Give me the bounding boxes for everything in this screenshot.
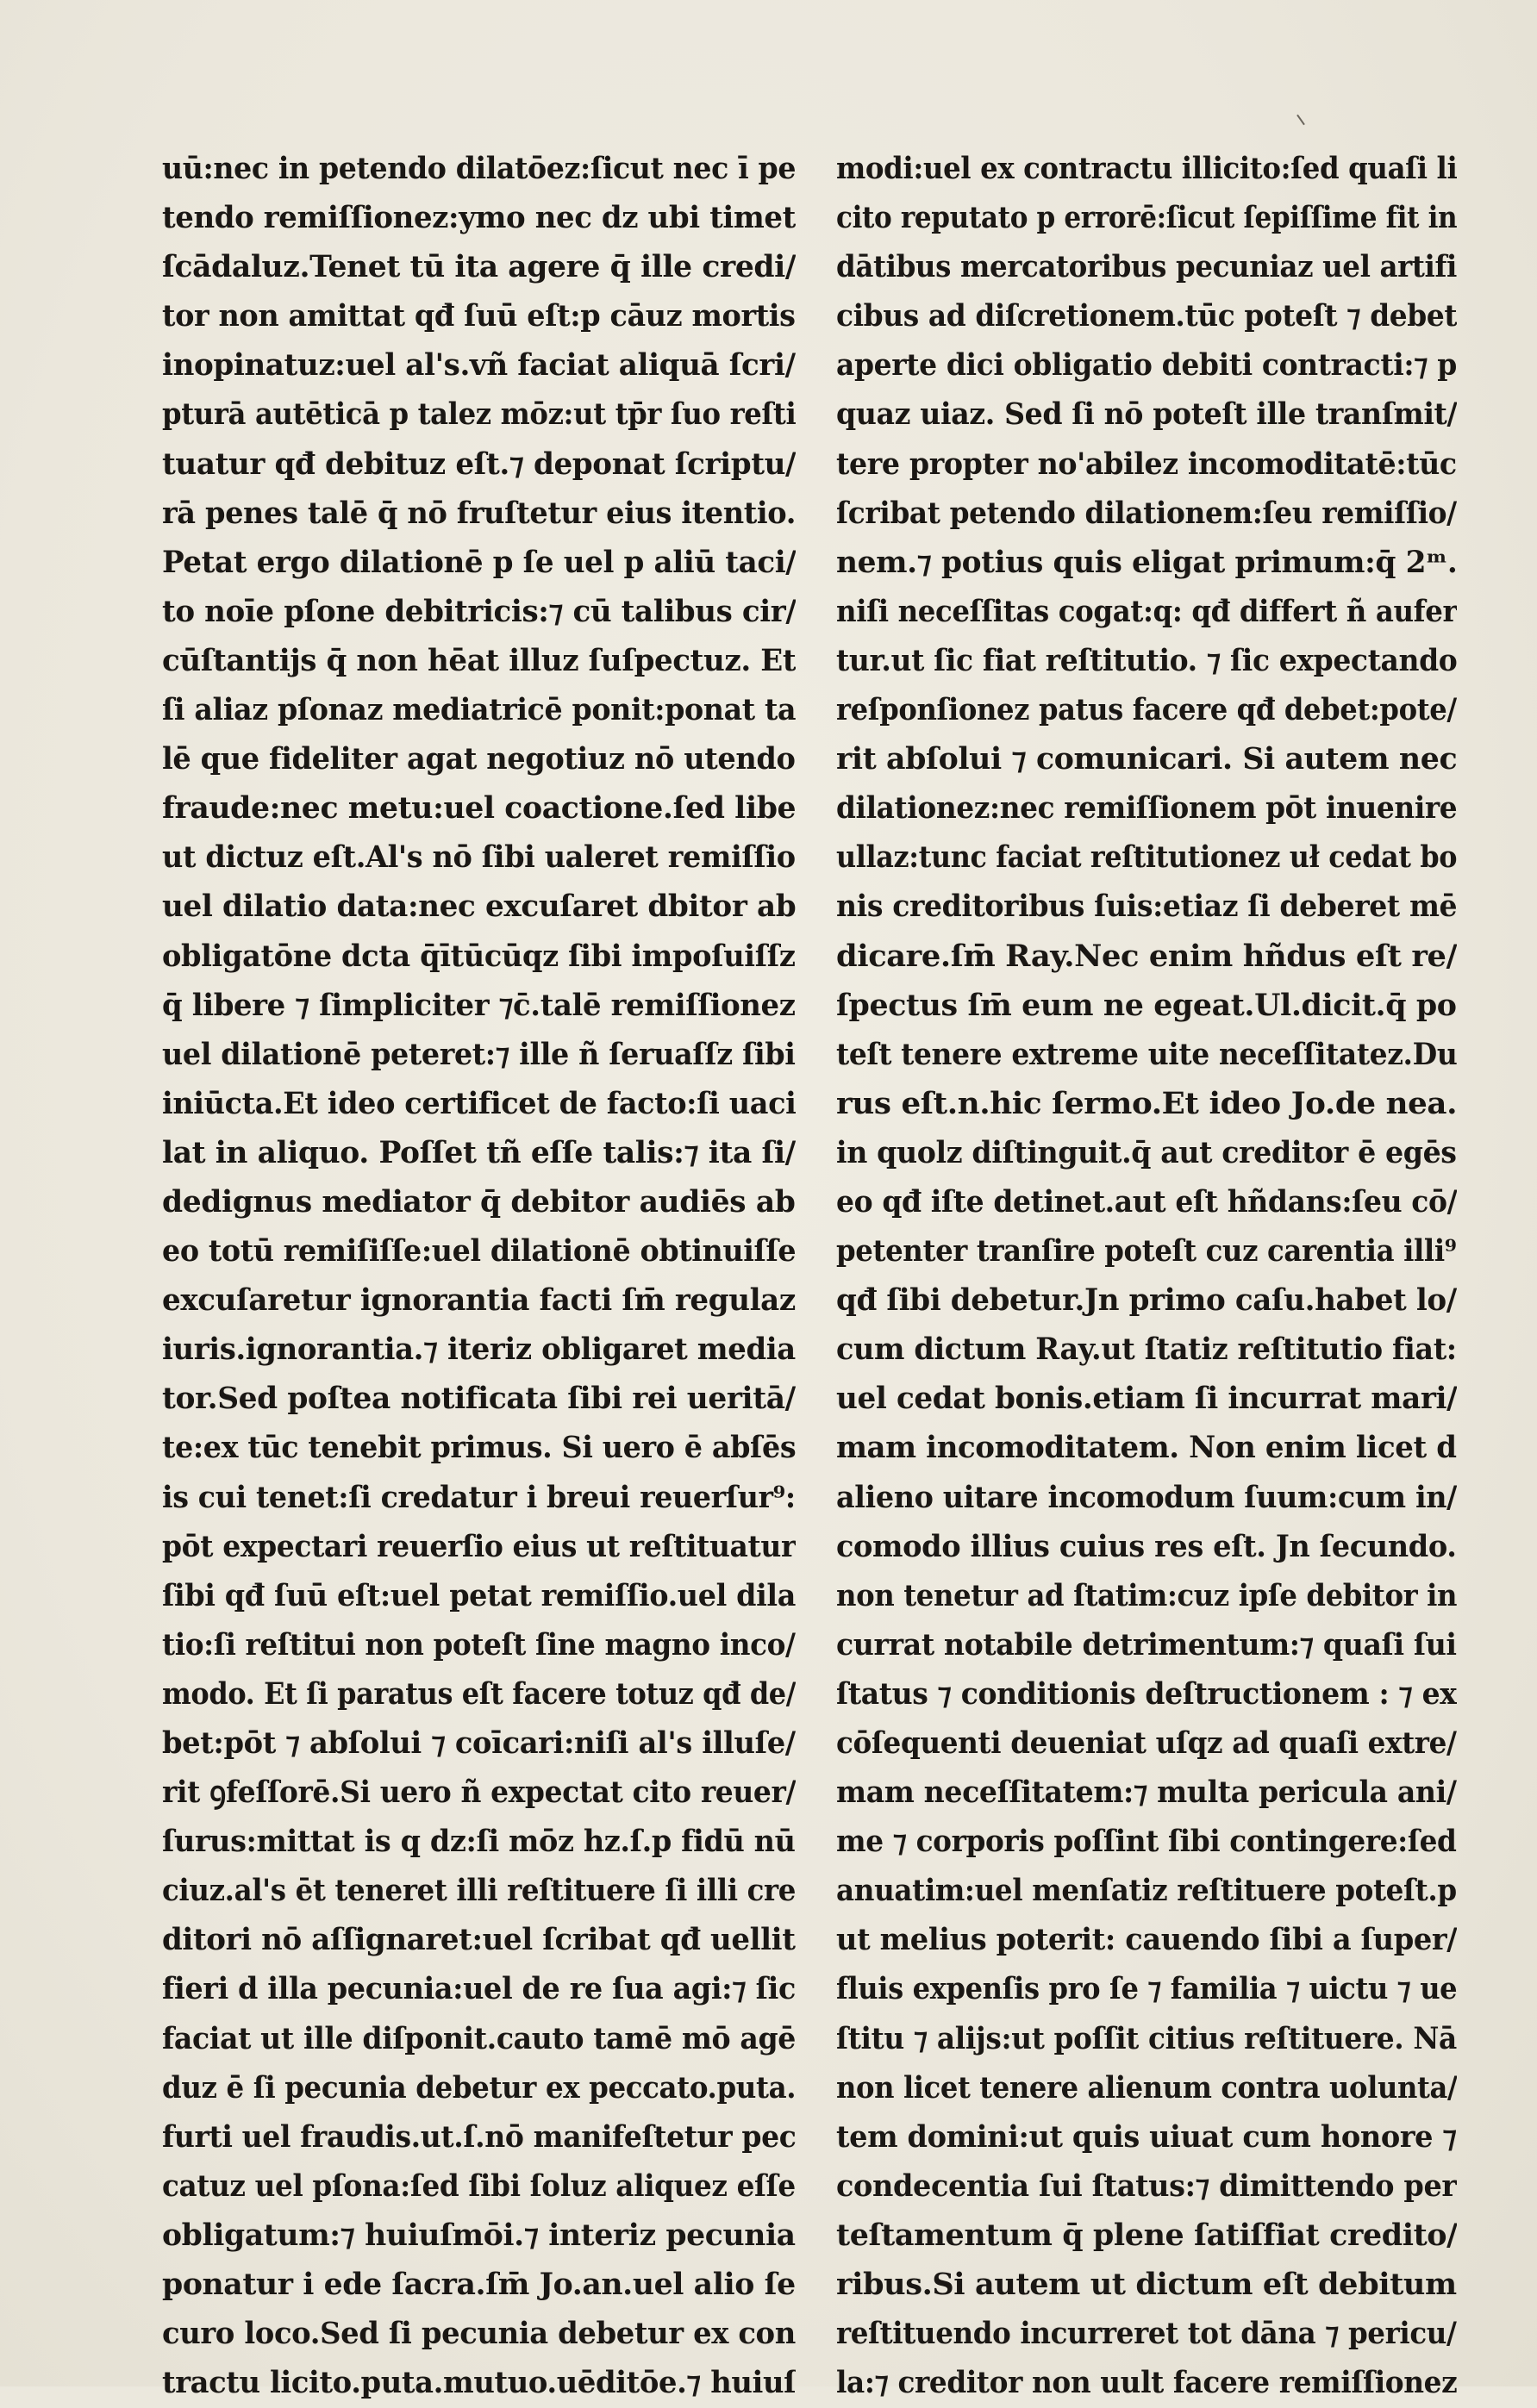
text-line: comodo illius cuius res eſt. Jn ſecundo. [836, 1529, 1457, 1564]
text-line: teſt tenere extreme uite neceſſitatez.Du [836, 1037, 1457, 1072]
stray-ink-mark [1296, 115, 1305, 126]
text-line: eo qđ iſte detinet.aut eſt hñdans:ſeu cō/ [836, 1184, 1457, 1220]
text-line: eo totū remiſiſſe:uel dilationē obtinuiſſe [162, 1234, 796, 1270]
text-line: furti uel fraudis.ut.ſ.nō manifeſtetur pec [162, 2119, 796, 2155]
text-line: pōt expectari reuerſio eius ut reſtituatur [162, 1529, 796, 1564]
text-line: rit abſolui ⁊ comunicari. Si autem nec [836, 742, 1457, 777]
text-line: petenter tranſire poteſt cuz carentia illi⁹ [836, 1234, 1457, 1270]
text-line: niſi neceſſitas cogat:q: qđ differt ñ aufer [836, 594, 1457, 629]
left-text-column [162, 145, 796, 2408]
text-line: tendo remiſſionez:ymo nec dz ubi timet [162, 201, 796, 236]
text-line: cum dictum Ray.ut ſtatiz reſtitutio fiat: [836, 1332, 1457, 1368]
text-line: quaz uiaz. Sed ſi nō poteſt ille tranſmit/ [836, 397, 1457, 433]
text-line: modi:uel ex contractu illicito:ſed quaſi li [836, 152, 1457, 186]
text-line: te:ex tūc tenebit primus. Si uero ē abſēs [162, 1431, 796, 1466]
text-line: reſponſionez patus facere qđ debet:pote/ [836, 693, 1457, 728]
text-line: lat in aliquo. Poſſet tñ eſſe talis:⁊ ita ſi/ [162, 1135, 796, 1170]
text-line: pturā autēticā p talez mōz:ut tp̄r ſuo reſti [162, 397, 796, 433]
text-line: nem.⁊ potius quis eligat primum:q̄ 2ᵐ. [836, 545, 1457, 580]
text-line: fraude:nec metu:uel coactione.ſed libe [162, 791, 796, 827]
text-line: non tenetur ad ſtatim:cuz ipſe debitor in [836, 1578, 1457, 1613]
text-line: ut dictuz eſt.Al's nō ſibi ualeret remiſſio [162, 840, 796, 876]
text-line: uel dilatio data:nec excuſaret dbitor ab [162, 889, 796, 925]
text-line: cito reputato p errorē:ſicut ſepiſſime fit in [836, 201, 1457, 236]
text-line: obligatōne dcta q̄ītūcūqz ſibi impoſuiſſz [162, 939, 796, 974]
text-line: ciuz.al's ēt teneret illi reſtituere ſi illi cre [162, 1874, 796, 1909]
text-line: tere propter no'abilez incomoditatē:tūc [836, 446, 1457, 482]
text-line: tor non amittat qđ ſuū eſt:p cāuz mortis [162, 299, 796, 334]
text-line: ſtitu ⁊ alijs:ut poſſit citius reſtituere. Nā [836, 2021, 1457, 2056]
text-line: excuſaretur ignorantia facti ſm̄ regulaz [162, 1283, 796, 1319]
text-line: currat notabile detrimentum:⁊ quaſi ſui [836, 1627, 1457, 1663]
text-line: rus eſt.n.hic ſermo.Et ideo Jo.de nea. [836, 1086, 1457, 1121]
text-line: obligatum:⁊ huiuſmōi.⁊ interiz pecunia [162, 2218, 796, 2253]
text-line: ribus.Si autem ut dictum eſt debitum [836, 2268, 1457, 2303]
text-line: ſurus:mittat is q dz:ſi mōz hz.ſ.p fidū nū [162, 1825, 796, 1860]
text-line: tur.ut ſic fiat reſtitutio. ⁊ ſic expectando [836, 643, 1457, 678]
text-line: duz ē ſi pecunia debetur ex peccato.puta. [162, 2070, 796, 2105]
text-line: ditori nō aſſignaret:uel ſcribat qđ uellit [162, 1923, 796, 1958]
text-line: teſtamentum q̄ plene ſatiſfiat credito/ [836, 2218, 1457, 2253]
text-line: cōſequenti deueniat uſqz ad quaſi extre/ [836, 1726, 1457, 1761]
text-line: rit ꝯfeſſorē.Si uero ñ expectat cito reuer/ [162, 1775, 796, 1811]
text-line: Petat ergo dilationē p ſe uel p aliū taci/ [162, 545, 796, 580]
text-line: lē que fideliter agat negotiuz nō utendo [162, 742, 796, 777]
text-line: rā penes talē q̄ nō fruſtetur eius itentio. [162, 496, 796, 531]
text-line: mam incomoditatem. Non enim licet d [836, 1431, 1457, 1466]
text-line: iniūcta.Et ideo certificet de facto:ſi uaci [162, 1086, 796, 1121]
text-line: catuz uel pſona:ſed ſibi ſoluz aliquez eſſe [162, 2168, 796, 2204]
text-line: ullaz:tunc faciat reſtitutionez uł cedat bo [836, 840, 1457, 876]
text-line: ſpectus ſm̄ eum ne egeat.Ul.dicit.q̄ po [836, 988, 1457, 1023]
text-line: me ⁊ corporis poſſint ſibi contingere:ſed [836, 1825, 1457, 1860]
text-line: dedignus mediator q̄ debitor audiēs ab [162, 1184, 796, 1220]
text-line: qđ ſibi debetur.Jn primo caſu.habet lo/ [836, 1283, 1457, 1319]
text-line: fluis expenſis pro ſe ⁊ familia ⁊ uictu ⁊ ue [836, 1972, 1457, 2007]
text-line: tio:ſi reſtitui non poteſt ſine magno inco/ [162, 1627, 796, 1663]
text-line: tractu licito.puta.mutuo.uēditōe.⁊ huiuſ [162, 2366, 796, 2401]
text-line: curo loco.Sed ſi pecunia debetur ex con [162, 2317, 796, 2352]
text-line: aperte dici obligatio debiti contracti:⁊ p [836, 348, 1457, 384]
text-line: ſibi qđ ſuū eſt:uel petat remiſſio.uel dila [162, 1578, 796, 1613]
text-line: uel dilationē peteret:⁊ ille ñ ſeruaſſz ſibi [162, 1037, 796, 1072]
text-line: ſcribat petendo dilationem:ſeu remiſſio/ [836, 496, 1457, 531]
text-line: tor.Sed poſtea notificata ſibi rei ueritā/ [162, 1382, 796, 1417]
text-line: faciat ut ille diſponit.cauto tamē mō agē [162, 2021, 796, 2056]
text-line: condecentia ſui ſtatus:⁊ dimittendo per [836, 2168, 1457, 2204]
text-line: q̄ libere ⁊ ſimpliciter ⁊c̄.talē remiſſionez [162, 988, 796, 1023]
text-line: ſcādaluz.Tenet tū ita agere q̄ ille credi/ [162, 250, 796, 285]
text-line: ſtatus ⁊ conditionis deſtructionem : ⁊ ex [836, 1676, 1457, 1712]
text-line: cūſtantijs q̄ non hēat illuz ſuſpectuz. Et [162, 643, 796, 678]
text-line: dātibus mercatoribus pecuniaz uel artifi [836, 250, 1457, 285]
text-line: tem domini:ut quis uiuat cum honore ⁊ [836, 2119, 1457, 2155]
text-line: mam neceſſitatem:⁊ multa pericula ani/ [836, 1775, 1457, 1811]
text-line: dicare.ſm̄ Ray.Nec enim hñdus eſt re/ [836, 939, 1457, 974]
text-line: nis creditoribus ſuis:etiaz ſi deberet mē [836, 889, 1457, 925]
text-line: dilationez:nec remiſſionem pōt inuenire [836, 791, 1457, 827]
text-line: cibus ad diſcretionem.tūc poteſt ⁊ debet [836, 299, 1457, 334]
text-line: reſtituendo incurreret tot dāna ⁊ pericu/ [836, 2317, 1457, 2352]
text-line: ut melius poterit: cauendo ſibi a ſuper/ [836, 1923, 1457, 1958]
text-line: ſi aliaz pſonaz mediatricē ponit:ponat ta [162, 693, 796, 728]
text-line: is cui tenet:ſi credatur i breui reuerſur⁹: [162, 1480, 796, 1515]
text-line: uū:nec in petendo dilatōez:ſicut nec ī pe [162, 152, 796, 186]
text-line: iuris.ignorantia.⁊ iteriz obligaret media [162, 1332, 796, 1368]
text-line: anuatim:uel menſatiz reſtituere poteſt.p [836, 1874, 1457, 1909]
text-line: tuatur qđ debituz eſt.⁊ deponat ſcriptu/ [162, 446, 796, 482]
text-line: to noīe pſone debitricis:⁊ cū talibus cir/ [162, 594, 796, 629]
text-line: ponatur i ede ſacra.ſm̄ Jo.an.uel alio ſe [162, 2268, 796, 2303]
text-line: in quolz diſtinguit.q̄ aut creditor ē egēs [836, 1135, 1457, 1170]
text-line: la:⁊ creditor non uult facere remiſſionez [836, 2366, 1457, 2401]
text-line: uel cedat bonis.etiam ſi incurrat mari/ [836, 1382, 1457, 1417]
text-line: modo. Et ſi paratus eſt facere totuz qđ de/ [162, 1676, 796, 1712]
text-line: non licet tenere alienum contra uolunta/ [836, 2070, 1457, 2105]
text-line: fieri d illa pecunia:uel de re ſua agi:⁊ ſic [162, 1972, 796, 2007]
right-text-column [836, 145, 1457, 2408]
text-line: bet:pōt ⁊ abſolui ⁊ coīcari:niſi al's illuſe/ [162, 1726, 796, 1761]
text-line: alieno uitare incomodum ſuum:cum in/ [836, 1480, 1457, 1515]
text-line: inopinatuz:uel al's.vñ faciat aliquā ſcri/ [162, 348, 796, 384]
